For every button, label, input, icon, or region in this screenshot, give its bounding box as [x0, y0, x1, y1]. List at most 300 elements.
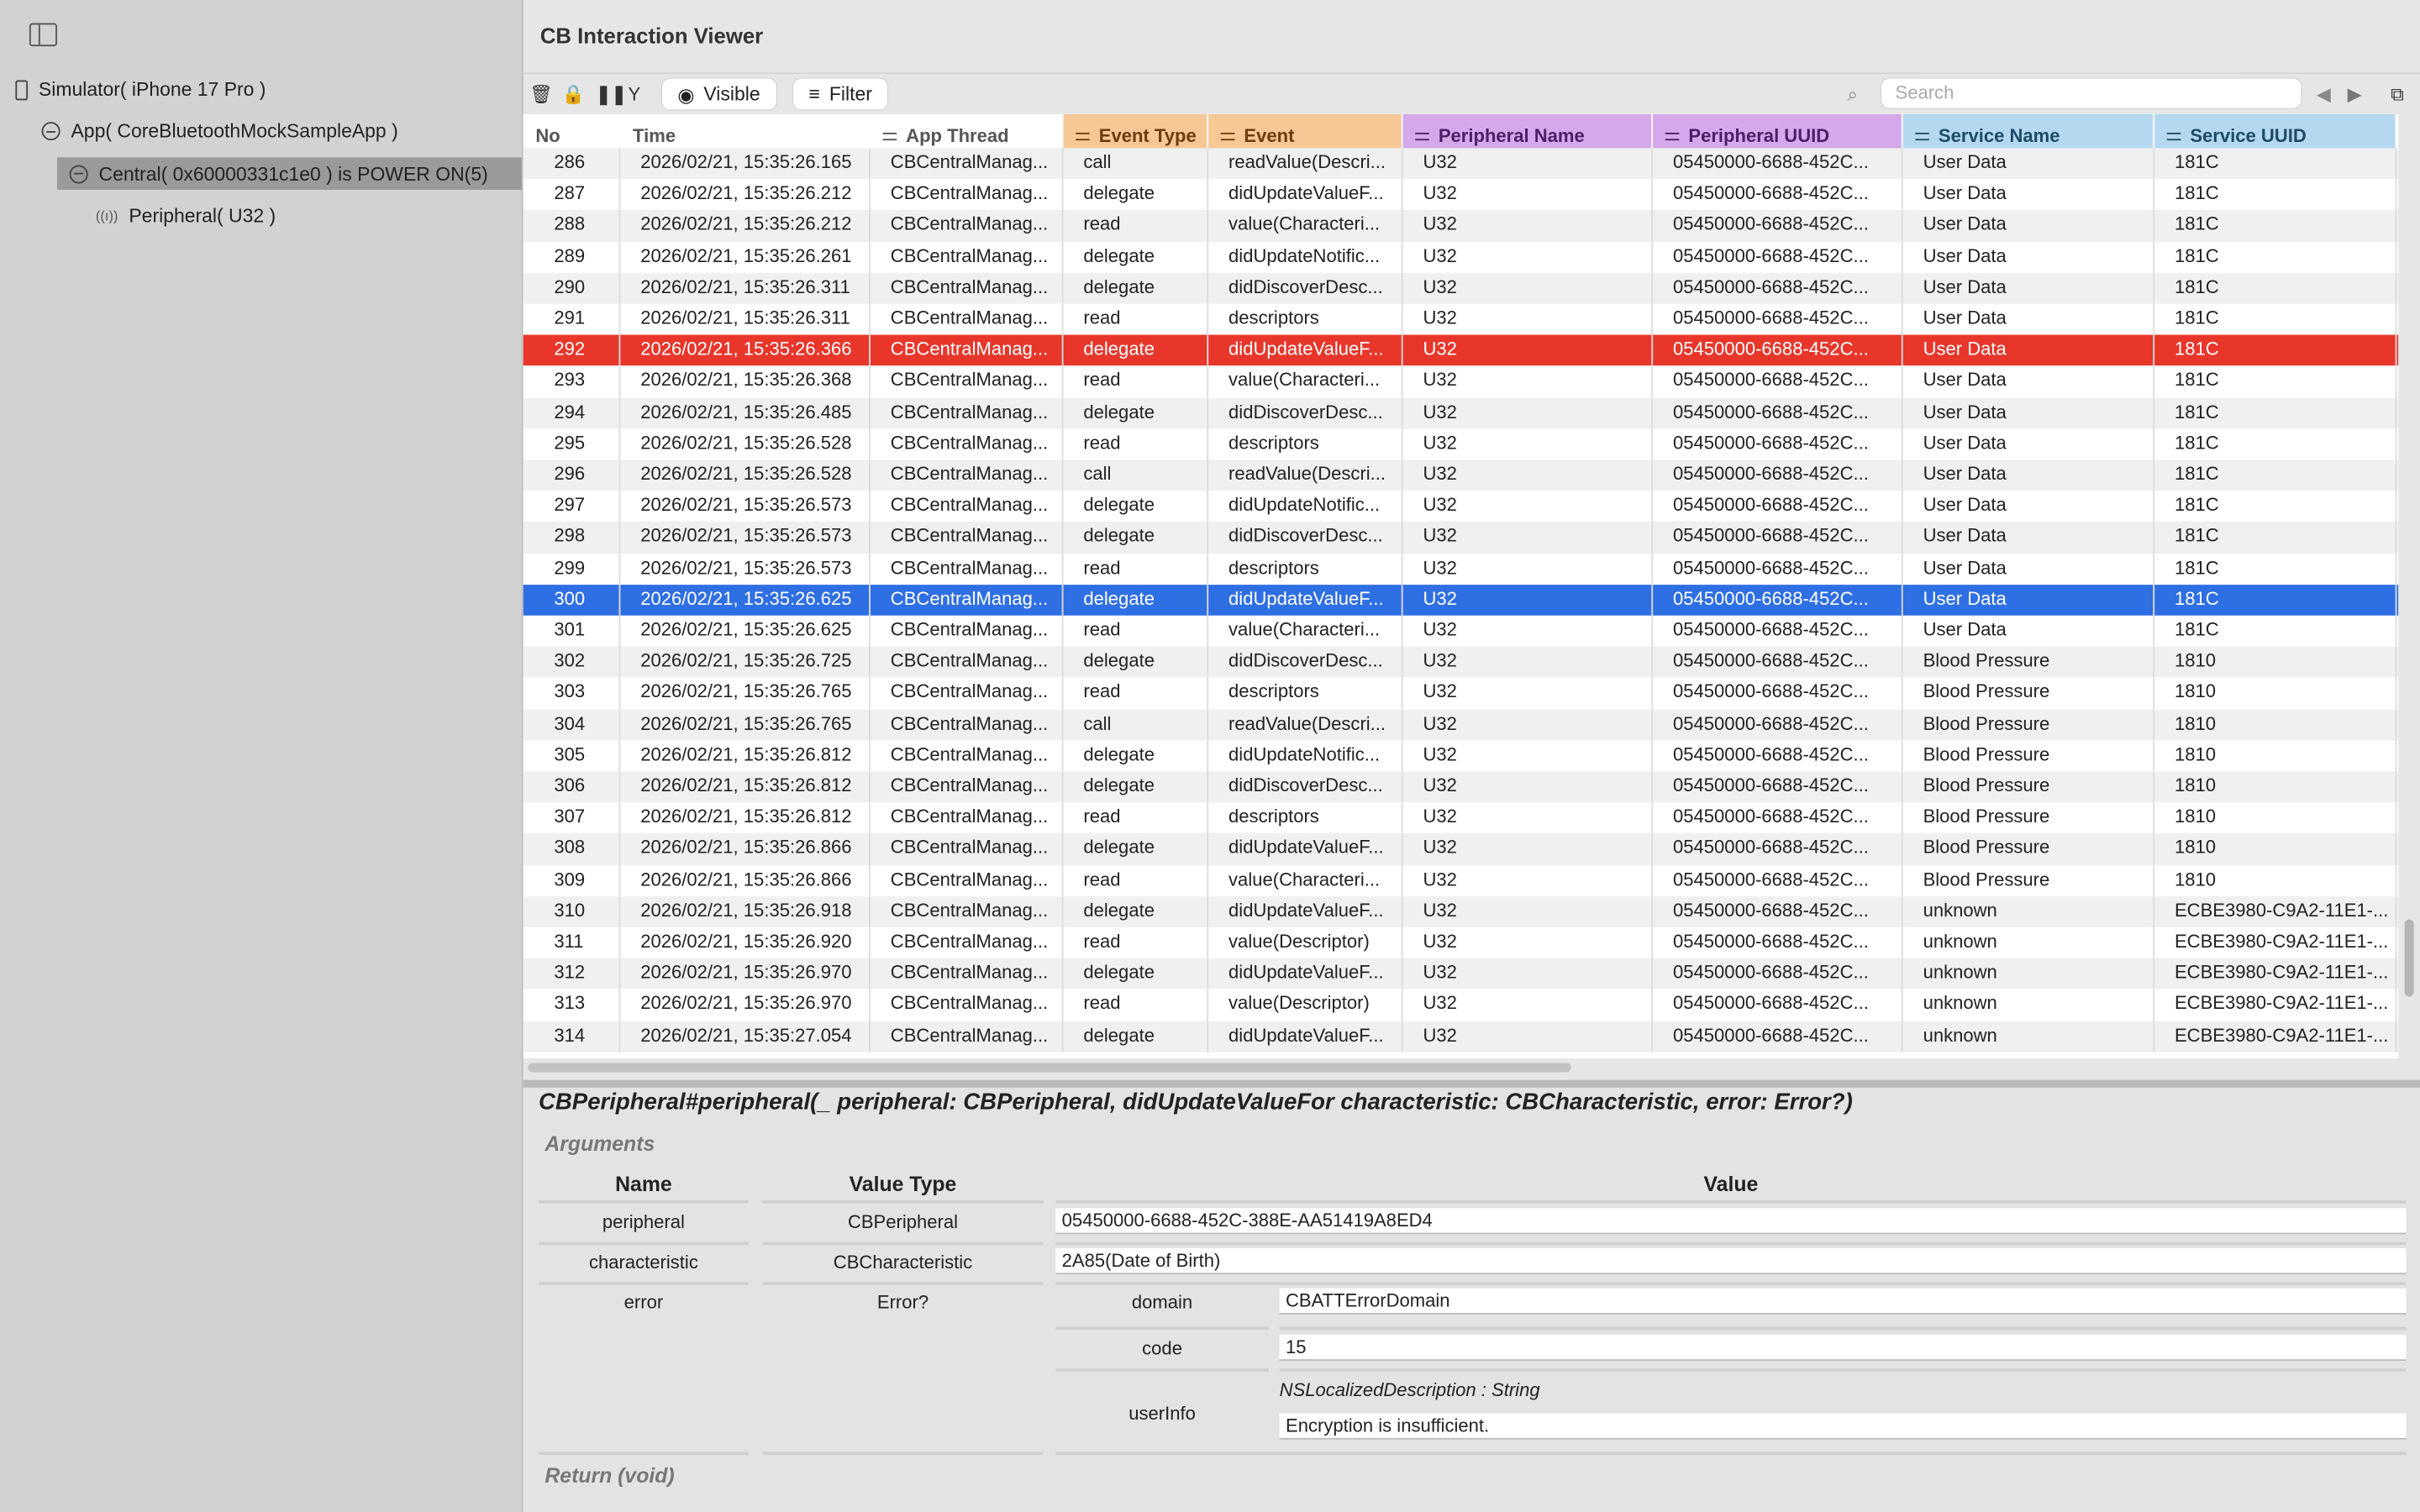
table-row[interactable]: [523, 335, 2399, 366]
cell-service-name: unknown: [1903, 990, 2154, 1021]
arg-type: CBPeripheral: [847, 1210, 959, 1233]
cell-peripheral-name: U32: [1403, 616, 1654, 647]
fork-icon[interactable]: Y: [628, 83, 641, 105]
cell-peripheral-name: U32: [1403, 958, 1654, 990]
table-row[interactable]: [523, 366, 2399, 397]
cell-time: 2026/02/21, 15:35:26.812: [620, 802, 871, 833]
cell-peripheral-uuid: 05450000-6688-452C...: [1653, 802, 1903, 833]
cell-time: 2026/02/21, 15:35:26.920: [620, 927, 871, 958]
cell-service-uuid: 181C: [2154, 366, 2396, 397]
pause-icon[interactable]: ❚❚: [595, 83, 627, 105]
cell-peripheral-name: U32: [1403, 865, 1654, 896]
cell-event-type: delegate: [1064, 273, 1209, 304]
cell-service-name: Blood Pressure: [1903, 740, 2154, 771]
cell-time: 2026/02/21, 15:35:26.528: [620, 459, 871, 491]
cell-peripheral-name: U32: [1403, 771, 1654, 802]
cell-no: 296: [523, 459, 621, 491]
table-row[interactable]: [523, 1021, 2399, 1052]
cell-app-thread: CBCentralManag...: [871, 1021, 1064, 1052]
cell-peripheral-uuid: 05450000-6688-452C...: [1653, 771, 1903, 802]
cell-no: 287: [523, 179, 621, 210]
cell-peripheral-uuid: 05450000-6688-452C...: [1653, 958, 1903, 990]
column-label: Time: [633, 124, 676, 147]
table-row[interactable]: [523, 148, 2399, 179]
cell-peripheral-name: U32: [1403, 148, 1654, 179]
cell-app-thread: CBCentralManag...: [871, 958, 1064, 990]
table-row[interactable]: [523, 927, 2399, 958]
tree-item-peripheral[interactable]: [96, 205, 276, 227]
cell-peripheral-uuid: 05450000-6688-452C...: [1653, 554, 1903, 585]
cell-peripheral-name: U32: [1403, 647, 1654, 678]
cell-service-name: User Data: [1903, 459, 2154, 491]
cell-service-name: User Data: [1903, 554, 2154, 585]
cell-time: 2026/02/21, 15:35:26.573: [620, 491, 871, 522]
filter-button[interactable]: [793, 79, 887, 110]
horizontal-scrollbar[interactable]: [528, 1063, 1571, 1073]
sort-lines-icon: [1076, 134, 1090, 141]
column-label: Event: [1244, 124, 1295, 147]
cell-app-thread: CBCentralManag...: [871, 834, 1064, 865]
cell-peripheral-name: U32: [1403, 242, 1654, 273]
column-label: Event Type: [1098, 124, 1197, 147]
cell-service-name: User Data: [1903, 242, 2154, 273]
cell-event-type: delegate: [1064, 335, 1209, 366]
table-row[interactable]: [523, 522, 2399, 554]
cell-time: 2026/02/21, 15:35:26.918: [620, 896, 871, 927]
arg-type: Error?: [876, 1291, 929, 1314]
cell-peripheral-uuid: 05450000-6688-452C...: [1653, 211, 1903, 242]
toolbar: [523, 72, 2420, 114]
window-title: CB Interaction Viewer: [539, 23, 764, 48]
cell-peripheral-name: U32: [1403, 554, 1654, 585]
cell-service-uuid: 181C: [2154, 335, 2396, 366]
cell-event-type: call: [1064, 148, 1209, 179]
table-row[interactable]: [523, 459, 2399, 491]
cell-app-thread: CBCentralManag...: [871, 927, 1064, 958]
cell-no: 297: [523, 491, 621, 522]
cell-service-uuid: 1810: [2154, 865, 2396, 896]
cell-event: descriptors: [1208, 554, 1402, 585]
cell-service-name: Blood Pressure: [1903, 865, 2154, 896]
cell-app-thread: CBCentralManag...: [871, 990, 1064, 1021]
cell-app-thread: CBCentralManag...: [871, 366, 1064, 397]
cell-service-name: Blood Pressure: [1903, 771, 2154, 802]
cell-peripheral-uuid: 05450000-6688-452C...: [1653, 335, 1903, 366]
cell-service-name: User Data: [1903, 397, 2154, 428]
cell-app-thread: CBCentralManag...: [871, 802, 1064, 833]
cell-service-uuid: 181C: [2154, 211, 2396, 242]
userinfo-value-field[interactable]: Encryption is insufficient.: [1280, 1413, 2407, 1439]
cell-app-thread: CBCentralManag...: [871, 335, 1064, 366]
cell-service-name: User Data: [1903, 273, 2154, 304]
cell-app-thread: CBCentralManag...: [871, 865, 1064, 896]
cell-service-uuid: 181C: [2154, 459, 2396, 491]
search-input[interactable]: Search: [1881, 79, 2302, 108]
cell-service-name: Blood Pressure: [1903, 834, 2154, 865]
cell-time: 2026/02/21, 15:35:26.165: [620, 148, 871, 179]
cell-event-type: read: [1064, 990, 1209, 1021]
table-row[interactable]: [523, 554, 2399, 585]
cell-time: 2026/02/21, 15:35:26.625: [620, 616, 871, 647]
column-label: Service Name: [1938, 124, 2060, 147]
cell-peripheral-uuid: 05450000-6688-452C...: [1653, 834, 1903, 865]
table-row[interactable]: [523, 802, 2399, 833]
cell-service-name: User Data: [1903, 585, 2154, 616]
table-row[interactable]: [523, 585, 2399, 616]
cell-event-type: delegate: [1064, 397, 1209, 428]
trash-icon[interactable]: 🗑: [529, 83, 553, 105]
cell-event: didUpdateNotific...: [1208, 491, 1402, 522]
sort-lines-icon: [1221, 134, 1235, 141]
table-row[interactable]: [523, 958, 2399, 990]
cell-time: 2026/02/21, 15:35:26.970: [620, 990, 871, 1021]
cell-event-type: delegate: [1064, 958, 1209, 990]
cell-peripheral-name: U32: [1403, 709, 1654, 740]
cell-service-name: User Data: [1903, 179, 2154, 210]
cell-event-type: delegate: [1064, 179, 1209, 210]
cell-event-type: read: [1064, 927, 1209, 958]
cell-event: didUpdateValueF...: [1208, 179, 1402, 210]
cell-app-thread: CBCentralManag...: [871, 397, 1064, 428]
cell-app-thread: CBCentralManag...: [871, 896, 1064, 927]
column-header[interactable]: [871, 114, 1064, 151]
cell-no: 293: [523, 366, 621, 397]
cell-app-thread: CBCentralManag...: [871, 740, 1064, 771]
cell-event: readValue(Descri...: [1208, 459, 1402, 491]
sidebar: [0, 0, 523, 1512]
search-icon: ⌕: [1847, 83, 1858, 105]
cell-event: didUpdateValueF...: [1208, 585, 1402, 616]
cell-event: didUpdateNotific...: [1208, 242, 1402, 273]
cell-peripheral-name: U32: [1403, 179, 1654, 210]
cell-peripheral-uuid: 05450000-6688-452C...: [1653, 896, 1903, 927]
cell-peripheral-uuid: 05450000-6688-452C...: [1653, 148, 1903, 179]
userinfo-label: userInfo: [1128, 1402, 1196, 1425]
cell-service-name: User Data: [1903, 304, 2154, 335]
cell-service-name: Blood Pressure: [1903, 647, 2154, 678]
cell-event-type: read: [1064, 802, 1209, 833]
cell-event: value(Characteri...: [1208, 211, 1402, 242]
sort-lines-icon: [1665, 134, 1680, 141]
cell-peripheral-name: U32: [1403, 273, 1654, 304]
column-header[interactable]: [1064, 114, 1209, 151]
cell-event-type: delegate: [1064, 491, 1209, 522]
cell-time: 2026/02/21, 15:35:26.573: [620, 554, 871, 585]
detail-panel: [523, 1088, 2420, 1512]
cell-event-type: read: [1064, 428, 1209, 459]
cell-no: 313: [523, 990, 621, 1021]
cell-service-uuid: 1810: [2154, 802, 2396, 833]
cell-service-uuid: ECBE3980-C9A2-11E1-...: [2154, 896, 2396, 927]
cell-event-type: delegate: [1064, 522, 1209, 554]
cell-service-uuid: 1810: [2154, 709, 2396, 740]
method-signature: CBPeripheral#peripheral(_ peripheral: CBPeripheral, didUpdateValueFor characteristic: CBCharacteristic, error: Error?): [539, 1089, 1853, 1116]
cell-service-name: unknown: [1903, 958, 2154, 990]
cell-peripheral-uuid: 05450000-6688-452C...: [1653, 647, 1903, 678]
userinfo-key: NSLocalizedDescription : String: [1279, 1379, 1540, 1401]
table-row[interactable]: [523, 771, 2399, 802]
cell-peripheral-name: U32: [1403, 211, 1654, 242]
cell-peripheral-uuid: 05450000-6688-452C...: [1653, 491, 1903, 522]
cell-service-uuid: 1810: [2154, 647, 2396, 678]
cell-app-thread: CBCentralManag...: [871, 459, 1064, 491]
cell-event: didUpdateValueF...: [1208, 896, 1402, 927]
tree-label: Central( 0x60000331c1e0 ) is POWER ON(5): [98, 162, 488, 185]
cell-service-uuid: ECBE3980-C9A2-11E1-...: [2154, 958, 2396, 990]
table-row[interactable]: [523, 740, 2399, 771]
column-label: Service UUID: [2190, 124, 2307, 147]
cell-service-uuid: 181C: [2154, 585, 2396, 616]
cell-app-thread: CBCentralManag...: [871, 428, 1064, 459]
cell-peripheral-uuid: 05450000-6688-452C...: [1653, 304, 1903, 335]
cell-peripheral-uuid: 05450000-6688-452C...: [1653, 616, 1903, 647]
cell-time: 2026/02/21, 15:35:26.866: [620, 834, 871, 865]
table-row[interactable]: [523, 647, 2399, 678]
table-row[interactable]: [523, 211, 2399, 242]
table-header: [523, 114, 2397, 151]
cell-service-name: User Data: [1903, 428, 2154, 459]
cell-no: 314: [523, 1021, 621, 1052]
cell-no: 312: [523, 958, 621, 990]
cell-event: didDiscoverDesc...: [1208, 273, 1402, 304]
cell-service-uuid: 181C: [2154, 616, 2396, 647]
visible-label: Visible: [703, 83, 760, 105]
cell-peripheral-uuid: 05450000-6688-452C...: [1653, 366, 1903, 397]
cell-service-uuid: ECBE3980-C9A2-11E1-...: [2154, 927, 2396, 958]
interaction-table: [523, 114, 2399, 1058]
copy-icon[interactable]: ⧉: [2391, 83, 2404, 105]
cell-app-thread: CBCentralManag...: [871, 709, 1064, 740]
cell-peripheral-uuid: 05450000-6688-452C...: [1653, 990, 1903, 1021]
cell-service-name: User Data: [1903, 335, 2154, 366]
table-row[interactable]: [523, 273, 2399, 304]
cell-event-type: read: [1064, 678, 1209, 709]
cell-event: didUpdateValueF...: [1208, 834, 1402, 865]
cell-no: 308: [523, 834, 621, 865]
cell-app-thread: CBCentralManag...: [871, 179, 1064, 210]
error-code-field[interactable]: 15: [1280, 1335, 2407, 1361]
cell-event: didUpdateValueF...: [1208, 958, 1402, 990]
sort-lines-icon: [883, 134, 897, 141]
cell-service-name: Blood Pressure: [1903, 709, 2154, 740]
arg-value-field[interactable]: 05450000-6688-452C-388E-AA51419A8ED4: [1055, 1208, 2406, 1234]
tree-item-simulator[interactable]: [15, 79, 266, 101]
cell-no: 303: [523, 678, 621, 709]
cell-no: 291: [523, 304, 621, 335]
cell-no: 305: [523, 740, 621, 771]
cell-time: 2026/02/21, 15:35:26.970: [620, 958, 871, 990]
table-row[interactable]: [523, 616, 2399, 647]
sidebar-toggle-icon[interactable]: [29, 24, 57, 47]
cell-peripheral-uuid: 05450000-6688-452C...: [1653, 740, 1903, 771]
cell-service-uuid: 181C: [2154, 491, 2396, 522]
cell-no: 288: [523, 211, 621, 242]
cell-event: readValue(Descri...: [1208, 148, 1402, 179]
cell-time: 2026/02/21, 15:35:26.625: [620, 585, 871, 616]
cell-event: value(Descriptor): [1208, 990, 1402, 1021]
cell-service-uuid: ECBE3980-C9A2-11E1-...: [2154, 1021, 2396, 1052]
cell-peripheral-uuid: 05450000-6688-452C...: [1653, 927, 1903, 958]
cell-no: 292: [523, 335, 621, 366]
arg-value-field[interactable]: 2A85(Date of Birth): [1055, 1248, 2406, 1274]
error-domain-label: domain: [1131, 1291, 1193, 1314]
cell-event-type: read: [1064, 554, 1209, 585]
table-row[interactable]: [523, 179, 2399, 210]
cell-peripheral-uuid: 05450000-6688-452C...: [1653, 678, 1903, 709]
cell-peripheral-name: U32: [1403, 927, 1654, 958]
column-header[interactable]: [1903, 114, 2154, 151]
lock-icon[interactable]: 🔒: [561, 83, 586, 105]
cell-time: 2026/02/21, 15:35:26.725: [620, 647, 871, 678]
cell-event: descriptors: [1208, 304, 1402, 335]
cell-no: 298: [523, 522, 621, 554]
cell-time: 2026/02/21, 15:35:26.212: [620, 211, 871, 242]
cell-no: 310: [523, 896, 621, 927]
cell-event: descriptors: [1208, 802, 1402, 833]
cell-event-type: read: [1064, 865, 1209, 896]
column-label: No: [535, 124, 560, 147]
tree-item-central[interactable]: [57, 157, 522, 190]
vertical-scrollbar[interactable]: [2405, 920, 2414, 997]
phone-icon: [15, 80, 28, 100]
visible-button[interactable]: [662, 79, 776, 110]
cell-service-uuid: 1810: [2154, 834, 2396, 865]
cell-time: 2026/02/21, 15:35:26.812: [620, 740, 871, 771]
column-header[interactable]: [1653, 114, 1903, 151]
error-code-label: code: [1142, 1337, 1182, 1360]
prev-icon[interactable]: ◀: [2316, 83, 2331, 105]
cell-peripheral-name: U32: [1403, 678, 1654, 709]
cell-peripheral-name: U32: [1403, 459, 1654, 491]
cell-peripheral-name: U32: [1403, 522, 1654, 554]
cell-service-uuid: 181C: [2154, 304, 2396, 335]
table-row[interactable]: [523, 304, 2399, 335]
cell-app-thread: CBCentralManag...: [871, 491, 1064, 522]
column-header[interactable]: [523, 114, 621, 151]
sort-lines-icon: [1415, 134, 1429, 141]
cell-event-type: read: [1064, 366, 1209, 397]
table-row[interactable]: [523, 428, 2399, 459]
cell-event: didUpdateNotific...: [1208, 740, 1402, 771]
main-panel: [523, 0, 2420, 1512]
table-row[interactable]: [523, 865, 2399, 896]
cell-no: 311: [523, 927, 621, 958]
cell-time: 2026/02/21, 15:35:26.368: [620, 366, 871, 397]
cell-peripheral-name: U32: [1403, 366, 1654, 397]
cell-event-type: call: [1064, 459, 1209, 491]
cell-no: 300: [523, 585, 621, 616]
sort-lines-icon: [1915, 134, 1929, 141]
cell-peripheral-uuid: 05450000-6688-452C...: [1653, 522, 1903, 554]
cell-app-thread: CBCentralManag...: [871, 647, 1064, 678]
table-row[interactable]: [523, 491, 2399, 522]
cell-event: didUpdateValueF...: [1208, 335, 1402, 366]
cell-service-name: User Data: [1903, 522, 2154, 554]
table-row[interactable]: [523, 397, 2399, 428]
arg-type: CBCharacteristic: [833, 1251, 973, 1273]
cell-service-uuid: 181C: [2154, 242, 2396, 273]
cell-app-thread: CBCentralManag...: [871, 771, 1064, 802]
column-header[interactable]: [2154, 114, 2396, 151]
cell-event: value(Characteri...: [1208, 616, 1402, 647]
cell-event-type: delegate: [1064, 740, 1209, 771]
cell-no: 294: [523, 397, 621, 428]
cell-peripheral-name: U32: [1403, 585, 1654, 616]
cell-event-type: read: [1064, 211, 1209, 242]
next-icon[interactable]: ▶: [2347, 83, 2362, 105]
cell-peripheral-name: U32: [1403, 802, 1654, 833]
cell-app-thread: CBCentralManag...: [871, 242, 1064, 273]
cell-time: 2026/02/21, 15:35:26.366: [620, 335, 871, 366]
split-divider[interactable]: [523, 1080, 2420, 1088]
eye-icon: ◉: [677, 84, 695, 106]
column-header[interactable]: [1403, 114, 1654, 151]
cell-time: 2026/02/21, 15:35:26.866: [620, 865, 871, 896]
cell-app-thread: CBCentralManag...: [871, 522, 1064, 554]
cell-event: didDiscoverDesc...: [1208, 771, 1402, 802]
cell-peripheral-name: U32: [1403, 335, 1654, 366]
cell-peripheral-uuid: 05450000-6688-452C...: [1653, 1021, 1903, 1052]
column-header[interactable]: [620, 114, 871, 151]
cell-peripheral-name: U32: [1403, 397, 1654, 428]
cell-event-type: delegate: [1064, 647, 1209, 678]
cell-app-thread: CBCentralManag...: [871, 304, 1064, 335]
table-row[interactable]: [523, 242, 2399, 273]
column-header[interactable]: [1208, 114, 1402, 151]
cell-peripheral-uuid: 05450000-6688-452C...: [1653, 242, 1903, 273]
table-row[interactable]: [523, 990, 2399, 1021]
cell-service-name: User Data: [1903, 366, 2154, 397]
cell-no: 302: [523, 647, 621, 678]
cell-time: 2026/02/21, 15:35:26.765: [620, 709, 871, 740]
collapse-icon[interactable]: [70, 165, 88, 183]
cell-peripheral-name: U32: [1403, 834, 1654, 865]
cell-service-name: User Data: [1903, 211, 2154, 242]
cell-service-name: Blood Pressure: [1903, 802, 2154, 833]
cell-service-name: User Data: [1903, 148, 2154, 179]
cell-no: 309: [523, 865, 621, 896]
cell-event: value(Descriptor): [1208, 927, 1402, 958]
cell-no: 304: [523, 709, 621, 740]
cell-no: 286: [523, 148, 621, 179]
cell-peripheral-name: U32: [1403, 896, 1654, 927]
cell-no: 306: [523, 771, 621, 802]
collapse-icon[interactable]: [42, 122, 60, 140]
table-row[interactable]: [523, 678, 2399, 709]
cell-no: 290: [523, 273, 621, 304]
tree-item-app[interactable]: [42, 120, 398, 142]
col-name: Name: [615, 1172, 672, 1196]
error-domain-field[interactable]: CBATTErrorDomain: [1280, 1289, 2407, 1315]
cell-service-uuid: 181C: [2154, 554, 2396, 585]
cell-event: didDiscoverDesc...: [1208, 522, 1402, 554]
cell-service-uuid: 1810: [2154, 740, 2396, 771]
cell-time: 2026/02/21, 15:35:27.054: [620, 1021, 871, 1052]
cell-time: 2026/02/21, 15:35:26.573: [620, 522, 871, 554]
tree-label: Simulator( iPhone 17 Pro ): [38, 78, 266, 101]
table-row[interactable]: [523, 834, 2399, 865]
cell-app-thread: CBCentralManag...: [871, 273, 1064, 304]
table-row[interactable]: [523, 709, 2399, 740]
antenna-icon: ((ı)): [95, 207, 118, 224]
table-row[interactable]: [523, 896, 2399, 927]
filter-icon: ≡: [808, 83, 820, 105]
cell-service-name: unknown: [1903, 1021, 2154, 1052]
cell-service-uuid: 181C: [2154, 148, 2396, 179]
cell-no: 289: [523, 242, 621, 273]
cell-service-uuid: 181C: [2154, 273, 2396, 304]
cell-service-uuid: 1810: [2154, 678, 2396, 709]
